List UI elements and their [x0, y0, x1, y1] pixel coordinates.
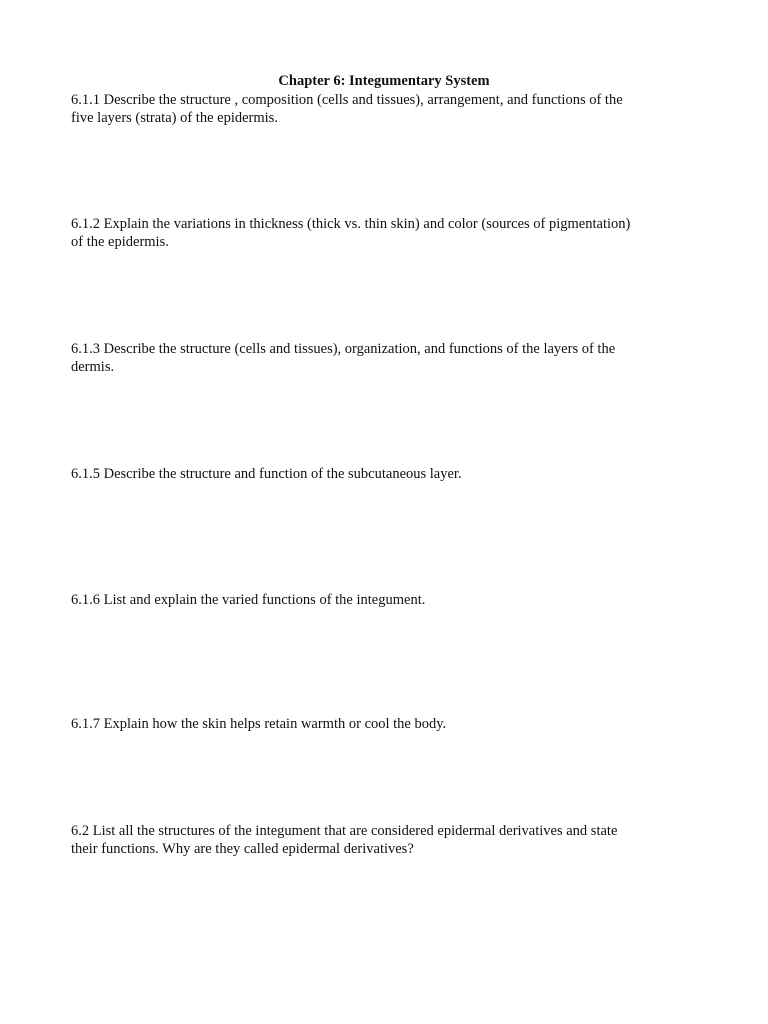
- question-6-1-5: 6.1.5 Describe the structure and function of the subcutaneous layer.: [71, 466, 462, 482]
- question-6-1-6: 6.1.6 List and explain the varied functions of the integument.: [71, 592, 426, 608]
- question-6-2: 6.2 List all the structures of the integument that are considered epidermal derivatives and state their functions. Why are they called epidermal derivatives?: [71, 823, 618, 857]
- document-title: Chapter 6: Integumentary System: [278, 73, 490, 89]
- question-6-1-7: 6.1.7 Explain how the skin helps retain warmth or cool the body.: [71, 716, 447, 732]
- question-6-1-3: 6.1.3 Describe the structure (cells and tissues), organization, and functions of the layers of the dermis.: [71, 341, 616, 375]
- question-6-1-1: 6.1.1 Describe the structure , composition (cells and tissues), arrangement, and functions of the five layers (strata) of the epidermis.: [71, 92, 623, 126]
- question-6-1-2: 6.1.2 Explain the variations in thickness (thick vs. thin skin) and color (sources of pigmentation) of the epidermis.: [71, 216, 631, 250]
